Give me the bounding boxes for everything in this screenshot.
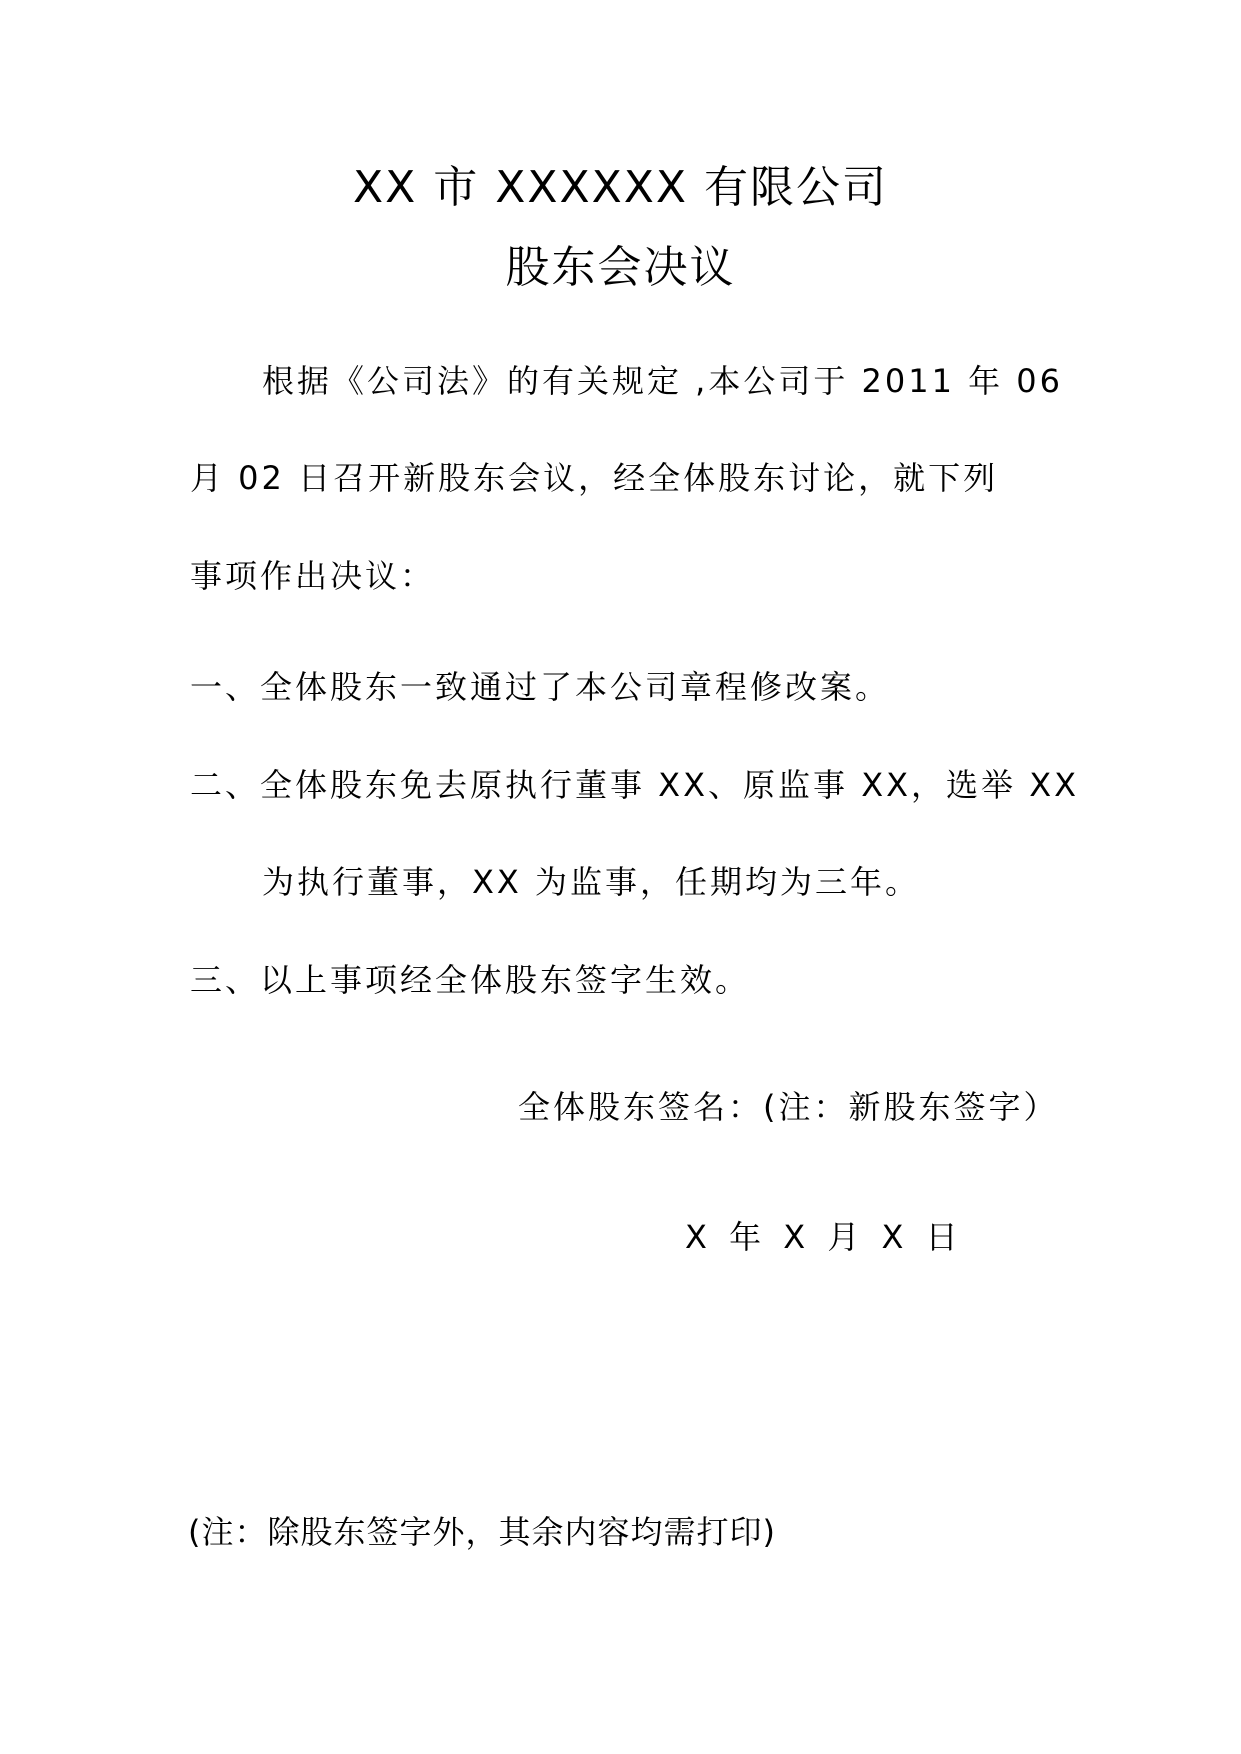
intro-line-2: 月 02 日召开新股东会议，经全体股东讨论，就下列 [190, 459, 999, 497]
footer-note: (注：除股东签字外，其余内容均需打印) [188, 1513, 776, 1551]
resolution-item-3: 三、以上事项经全体股东签字生效。 [190, 961, 751, 999]
company-name-title: XX 市 XXXXXX 有限公司 [352, 162, 889, 213]
document-title: 股东会决议 [505, 242, 736, 293]
resolution-item-2-continued: 为执行董事，XX 为监事，任期均为三年。 [262, 863, 921, 901]
intro-line-3: 事项作出决议： [190, 557, 436, 595]
resolution-item-1: 一、全体股东一致通过了本公司章程修改案。 [190, 668, 891, 706]
shareholder-signature-label: 全体股东签名：(注：新股东签字） [518, 1088, 1059, 1126]
intro-line-1: 根据《公司法》的有关规定 ,本公司于 2011 年 06 [262, 362, 1064, 400]
resolution-item-2: 二、全体股东免去原执行董事 XX、原监事 XX，选举 XX [190, 766, 1080, 804]
signature-date: X 年 X 月 X 日 [685, 1218, 964, 1256]
